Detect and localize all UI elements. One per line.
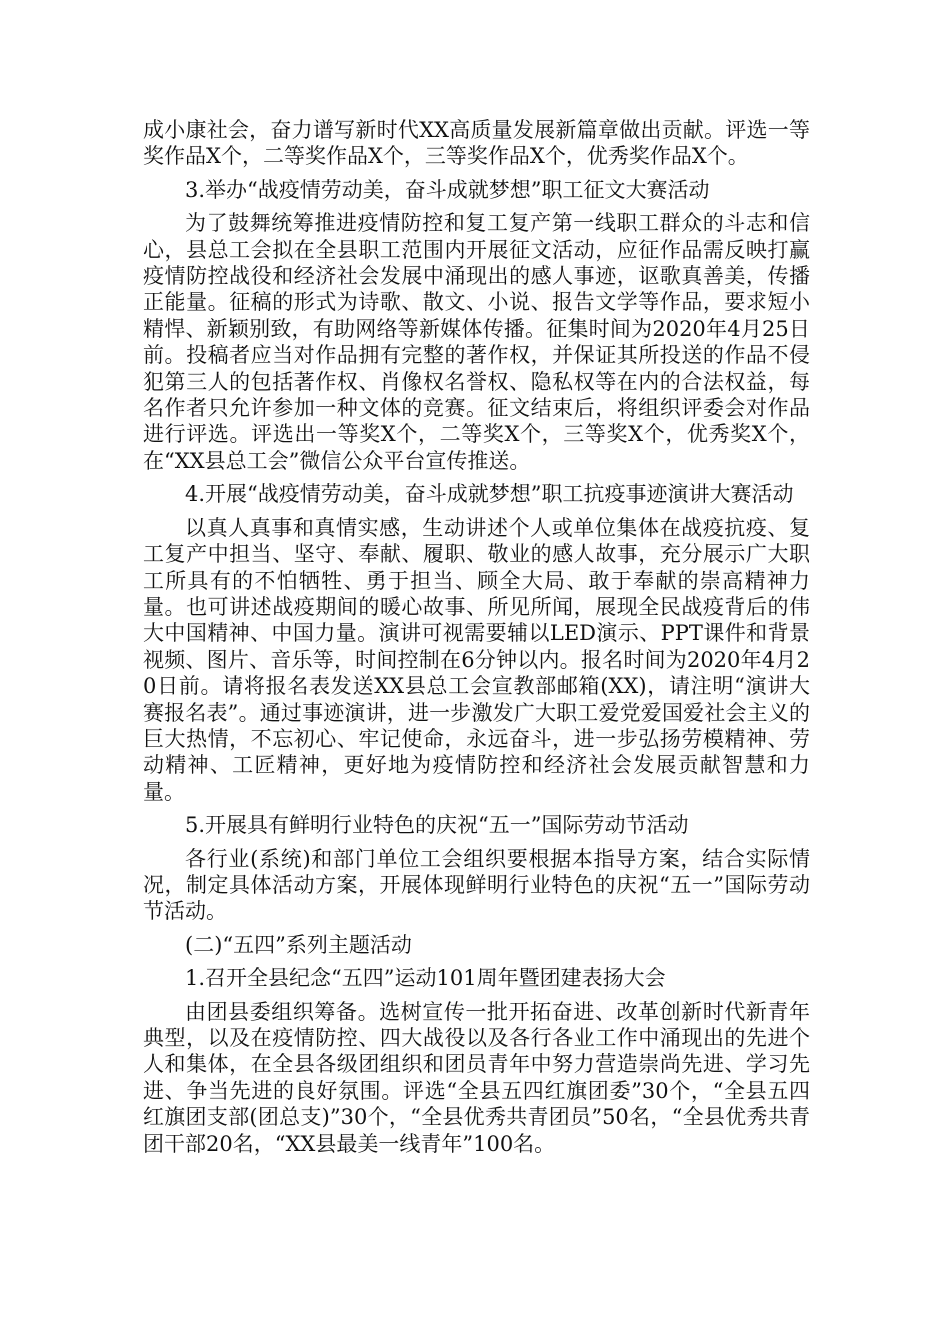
heading-industry-activities: 5.开展具有鲜明行业特色的庆祝“五一”国际劳动节活动 — [185, 813, 689, 838]
paragraph-speech-contest: 以真人真事和真情实感，生动讲述个人或单位集体在战疫抗疫、复工复产中担当、坚守、奉献、履职、敬业的感人故事，充分展示广大职工所具有的不怕牺牲、勇于担当、顾全大局、敢于奉献的崇高精神力量。也可讲述战疫期间的暖心故事、所见所闻，展现全民战疫背后的伟大中国精神、中国力量。演讲可视需要辅以LED演示、PPT课件和背景视频、图片、音乐等，时间控制在6分钟以内。报名时间为2020年4月20日前。请将报名表发送XX县总工会宣教部邮箱(XX)，请注明“演讲大赛报名表”。通过事迹演讲，进一步激发广大职工爱党爱国爱社会主义的巨大热情，不忘初心、牢记使命，永远奋斗，进一步弘扬劳模精神、劳动精神、工匠精神，更好地为疫情防控和经济社会发展贡献智慧和力量。 — [143, 515, 810, 804]
paragraph-continuation: 成小康社会，奋力谱写新时代XX高质量发展新篇章做出贡献。评选一等奖作品X个，二等奖作品X个，三等奖作品X个，优秀奖作品X个。 — [143, 118, 810, 169]
paragraph-industry-activities: 各行业(系统)和部门单位工会组织要根据本指导方案，结合实际情况，制定具体活动方案，开展体现鲜明行业特色的庆祝“五一”国际劳动节活动。 — [143, 846, 810, 924]
heading-commemoration-meeting: 1.召开全县纪念“五四”运动101周年暨团建表扬大会 — [185, 966, 666, 991]
paragraph-essay-contest: 为了鼓舞统筹推进疫情防控和复工复产第一线职工群众的斗志和信心，县总工会拟在全县职工范围内开展征文活动，应征作品需反映打赢疫情防控战役和经济社会发展中涌现出的感人事迹，讴歌真善美，传播正能量。征稿的形式为诗歌、散文、小说、报告文学等作品，要求短小精悍、新颖别致，有助网络等新媒体传播。征集时间为2020年4月25日前。投稿者应当对作品拥有完整的著作权，并保证其所投送的作品不侵犯第三人的包括著作权、肖像权名誉权、隐私权等在内的合法权益，每名作者只允许参加一种文体的竞赛。征文结束后，将组织评委会对作品进行评选。评选出一等奖X个，二等奖X个，三等奖X个，优秀奖X个，在“XX县总工会”微信公众平台宣传推送。 — [143, 211, 810, 473]
paragraph-commemoration-meeting: 由团县委组织筹备。选树宣传一批开拓奋进、改革创新时代新青年典型，以及在疫情防控、四大战役以及各行各业工作中涌现出的先进个人和集体，在全县各级团组织和团员青年中努力营造崇尚先进、学习先进、争当先进的良好氛围。评选“全县五四红旗团委”30个，“全县五四红旗团支部(团总支)”30个，“全县优秀共青团员”50名，“全县优秀共青团干部20名，“XX县最美一线青年”100名。 — [143, 999, 810, 1156]
document-page — [143, 117, 810, 1164]
heading-speech-contest: 4.开展“战疫情劳动美，奋斗成就梦想”职工抗疫事迹演讲大赛活动 — [185, 482, 794, 507]
heading-may-fourth-activities: (二)“五四”系列主题活动 — [185, 932, 412, 957]
heading-essay-contest: 3.举办“战疫情劳动美，奋斗成就梦想”职工征文大赛活动 — [185, 177, 710, 202]
